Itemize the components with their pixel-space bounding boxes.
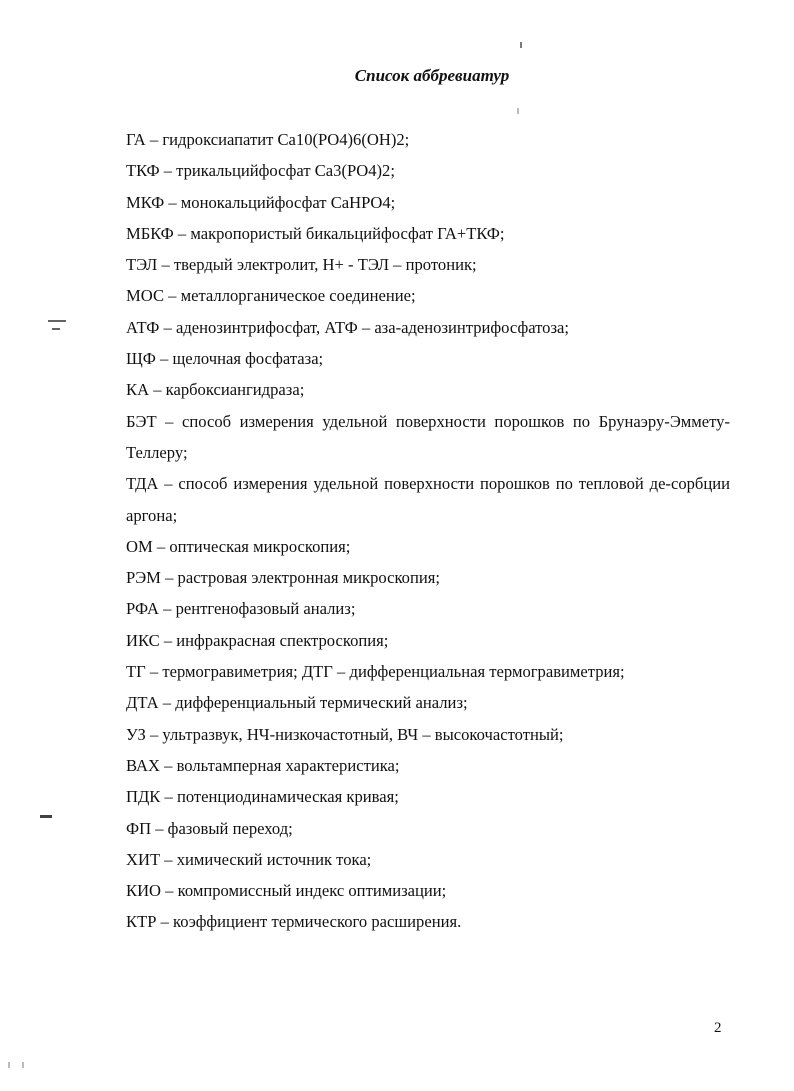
page-number: 2 [714, 1020, 722, 1036]
scan-speck [520, 42, 522, 48]
list-item: ФП – фазовый переход; [126, 818, 293, 838]
list-item: РЭМ – растровая электронная микроскопия; [126, 568, 440, 588]
list-item: ИКС – инфракрасная спектроскопия; [126, 630, 389, 650]
scan-speck [8, 1062, 10, 1068]
scan-speck [52, 328, 60, 330]
scan-speck [517, 108, 519, 114]
list-item: ТЭЛ – твердый электролит, Н+ - ТЭЛ – протоник; [126, 255, 477, 275]
list-item: ТКФ – трикальцийфосфат Ca3(PO4)2; [126, 161, 395, 181]
list-item: ОМ – оптическая микроскопия; [126, 536, 351, 556]
list-item: МКФ – монокальцийфосфат CaHPO4; [126, 192, 396, 212]
page-title: Список аббревиатур [354, 66, 510, 85]
list-item: КА – карбоксиангидраза; [126, 380, 305, 400]
list-item: БЭТ – способ измерения удельной поверхности порошков по Брунаэру-Эммету-Теллеру; [126, 411, 730, 462]
list-item: АТФ – аденозинтрифосфат, АТФ – аза-аденозинтрифосфатоза; [126, 317, 569, 337]
list-item: ВАХ – вольтамперная характеристика; [126, 755, 400, 775]
list-item: КИО – компромиссный индекс оптимизации; [126, 881, 447, 901]
scan-speck [48, 320, 66, 322]
list-item: ГА – гидроксиапатит Ca10(PO4)6(OH)2; [126, 130, 410, 149]
list-item: ПДК – потенциодинамическая кривая; [126, 787, 399, 807]
list-item: ЩФ – щелочная фосфатаза; [126, 349, 324, 369]
scan-speck [22, 1062, 24, 1068]
list-item: ХИТ – химический источник тока; [126, 849, 372, 869]
list-item: ТДА – способ измерения удельной поверхности порошков по тепловой де-сорбции аргона; [126, 474, 730, 525]
list-item: ТГ – термогравиметрия; ДТГ – дифференциальная термогравиметрия; [126, 662, 625, 682]
list-item: КТР – коэффициент термического расширения. [126, 912, 462, 932]
abbreviation-list [126, 124, 730, 938]
list-item: МБКФ – макропористый бикальцийфосфат ГА+ТКФ; [126, 223, 505, 243]
list-item: УЗ – ультразвук, НЧ-низкочастотный, ВЧ – высокочастотный; [126, 724, 564, 744]
list-item: ДТА – дифференциальный термический анализ; [126, 693, 468, 713]
list-item: МОС – металлорганическое соединение; [126, 286, 416, 306]
list-item: РФА – рентгенофазовый анализ; [126, 599, 356, 619]
scan-speck [40, 815, 52, 818]
